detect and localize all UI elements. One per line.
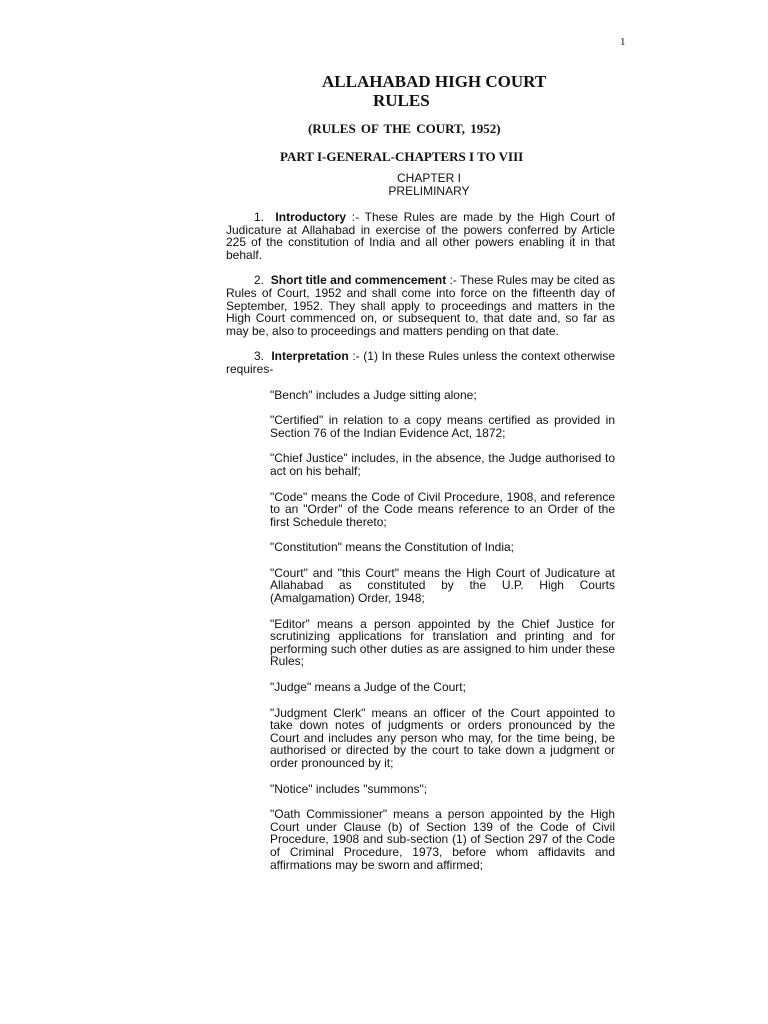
rule-text: :- These Rules are made by the High Court of Judicature at Allahabad in exercise of the powers conferred by Article 225 of the constitution of India and all other powers enabling it in that behalf. [226, 210, 615, 262]
definition-item: "Chief Justice" includes, in the absence, the Judge authorised to act on his behalf; [270, 451, 615, 478]
definition-item: "Code" means the Code of Civil Procedure, 1908, and reference to an "Order" of the Code means reference to an Order of the first Schedule thereto; [270, 489, 615, 529]
definition-item: "Oath Commissioner" means a person appointed by the High Court under Clause (b) of Section 139 of the Code of Civil Procedure, 1908 and sub-section (1) of Section 297 of the Code of Criminal Procedure, 1973, before whom affidavits and affirmations may be sworn and affirmed; [270, 807, 615, 872]
rule-term: Introductory [275, 210, 347, 224]
page-number: 1 [620, 36, 626, 48]
definition-item: "Bench" includes a Judge sitting alone; [270, 387, 477, 402]
document-subtitle: (RULES OF THE COURT, 1952) [308, 121, 501, 136]
definition-item: "Judgment Clerk" means an officer of the Court appointed to take down notes of judgments or orders pronounced by the Court and includes any person who may, for the time being, be authorised or directed by the court to take down a judgment or order pronounced by it; [270, 705, 615, 770]
title-line-2: RULES [373, 91, 430, 110]
document-body [226, 211, 615, 884]
rule-paragraph [226, 350, 615, 375]
chapter-number: CHAPTER I [396, 171, 461, 185]
definition-item: "Judge" means a Judge of the Court; [270, 680, 466, 695]
part-heading: PART I-GENERAL-CHAPTERS I TO VIII [280, 149, 524, 164]
rule-number: 2. [254, 273, 265, 288]
rule-term: Short title and commencement [270, 273, 447, 288]
definition-item: "Notice" includes "summons"; [270, 781, 428, 796]
rule-text: :- (1) In these Rules unless the context otherwise requires- [226, 349, 615, 376]
rule-number: 1. [254, 210, 265, 224]
definition-item: "Constitution" means the Constitution of India; [270, 540, 514, 555]
definition-item: "Court" and "this Court" means the High Court of Judicature at Allahabad as constituted by the U.P. High Courts (Amalgamation) Order, 1948; [270, 565, 615, 606]
chapter-title: PRELIMINARY [388, 184, 470, 198]
chapter-heading [0, 172, 768, 198]
rule-text: :- These Rules may be cited as Rules of Court, 1952 and shall come into force on the fifteenth day of September, 1952. They shall apply to proceedings and matters in the High Court commenced on, or subsequent to, that date and, so far as may be, also to proceedings and matters pending on that date. [226, 273, 615, 338]
document-title [322, 72, 546, 110]
rule-term: Interpretation [271, 349, 349, 364]
definition-item: "Editor" means a person appointed by the Chief Justice for scrutinizing applications for translation and printing and for performing such other duties as are assigned to him under these Rules; [270, 616, 615, 669]
rule-paragraph [226, 211, 615, 261]
title-line-1: ALLAHABAD HIGH COURT [322, 72, 547, 91]
rule-paragraph [226, 274, 615, 337]
rule-number: 3. [254, 349, 265, 364]
definition-item: "Certified" in relation to a copy means certified as provided in Section 76 of the Indian Evidence Act, 1872; [270, 413, 615, 440]
